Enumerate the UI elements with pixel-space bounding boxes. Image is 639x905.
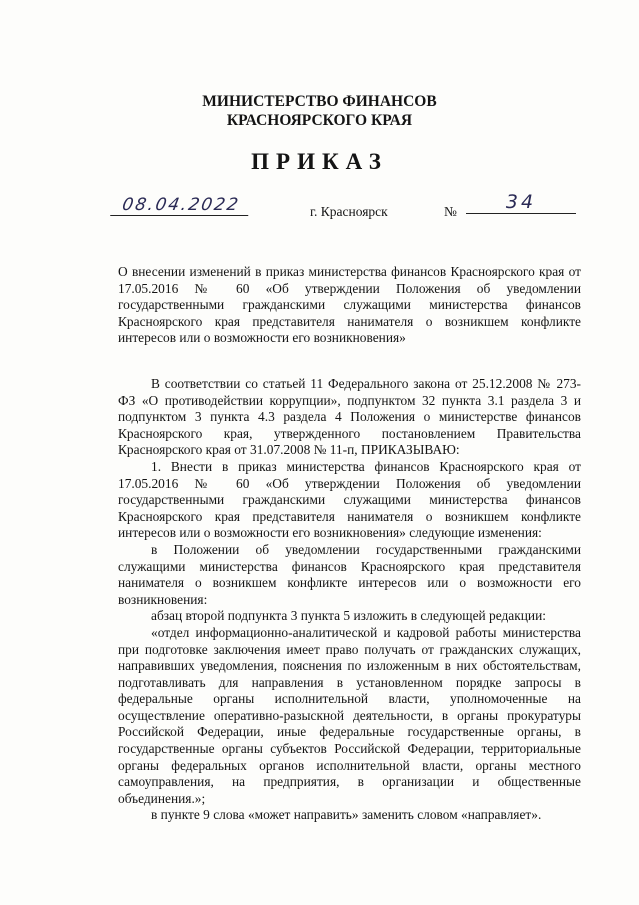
handwritten-number: 34 [466, 191, 576, 214]
order-body [118, 376, 581, 824]
regulation-paragraph: в Положении об уведомлении государственными гражданскими служащими министерства финансов Красноярского края представителя нанимателя о возникшем конфликте интересов или о возможности его возникновения: [118, 541, 581, 607]
ministry-line-1: МИНИСТЕРСТВО ФИНАНСОВ [202, 93, 437, 110]
document-type-title: ПРИКАЗ [251, 149, 388, 174]
clause-1-paragraph: 1. Внести в приказ министерства финансов Красноярского края от 17.05.2016 № 60 «Об утверждении Положения об уведомлении государственными гражданскими служащими министерства финансов Красноярского края представителя нанимателя о возникшем конфликте интересов или о возможности его возникновения» следующие изменения: [118, 458, 581, 541]
amendment-intro-paragraph: абзац второй подпункта 3 пункта 5 изложить в следующей редакции: [151, 608, 546, 624]
ministry-name [0, 92, 639, 130]
handwritten-date: 08.04.2022 [110, 195, 252, 216]
city-label: г. Красноярск [310, 204, 388, 219]
ministry-line-2: КРАСНОЯРСКОГО КРАЯ [226, 112, 413, 129]
point-9-paragraph: в пункте 9 слова «может направить» заменить словом «направляет». [151, 807, 542, 823]
order-subject: О внесении изменений в приказ министерства финансов Красноярского края от 17.05.2016 № 60 «Об утверждении Положения об уведомлении государственными гражданскими служащими министерства финансов Красноярского края представителя нанимателя о возникшем конфликте интересов или о возможности его возникновения» [118, 264, 581, 346]
number-sign: № [444, 204, 457, 219]
amendment-text-paragraph: «отдел информационно-аналитической и кадровой работы министерства при подготовке заключения имеет право получать от гражданских служащих, направивших уведомления, пояснения по изложенным в них обстоятельствам, подготавливать для направления в установленном порядке запросы в федеральные органы исполнительной власти, уполномоченные на осуществление оперативно-разыскной деятельности, в органы прокуратуры Российской Федерации, иные федеральные государственные органы, в государственные органы субъектов Российской Федерации, территориальные органы федеральных органов исполнительной власти, органы местного самоуправления, на предприятия, в организации и общественные объединения.»; [118, 624, 581, 806]
preamble-paragraph: В соответствии со статьей 11 Федерального закона от 25.12.2008 № 273-ФЗ «О противодействии коррупции», подпунктом 32 пункта 3.1 раздела 3 и подпунктом 3 пункта 4.3 раздела 4 Положения о министерстве финансов Красноярского края, утвержденного постановлением Правительства Красноярского края от 31.07.2008 № 11-п, ПРИКАЗЫВАЮ: [118, 376, 581, 458]
